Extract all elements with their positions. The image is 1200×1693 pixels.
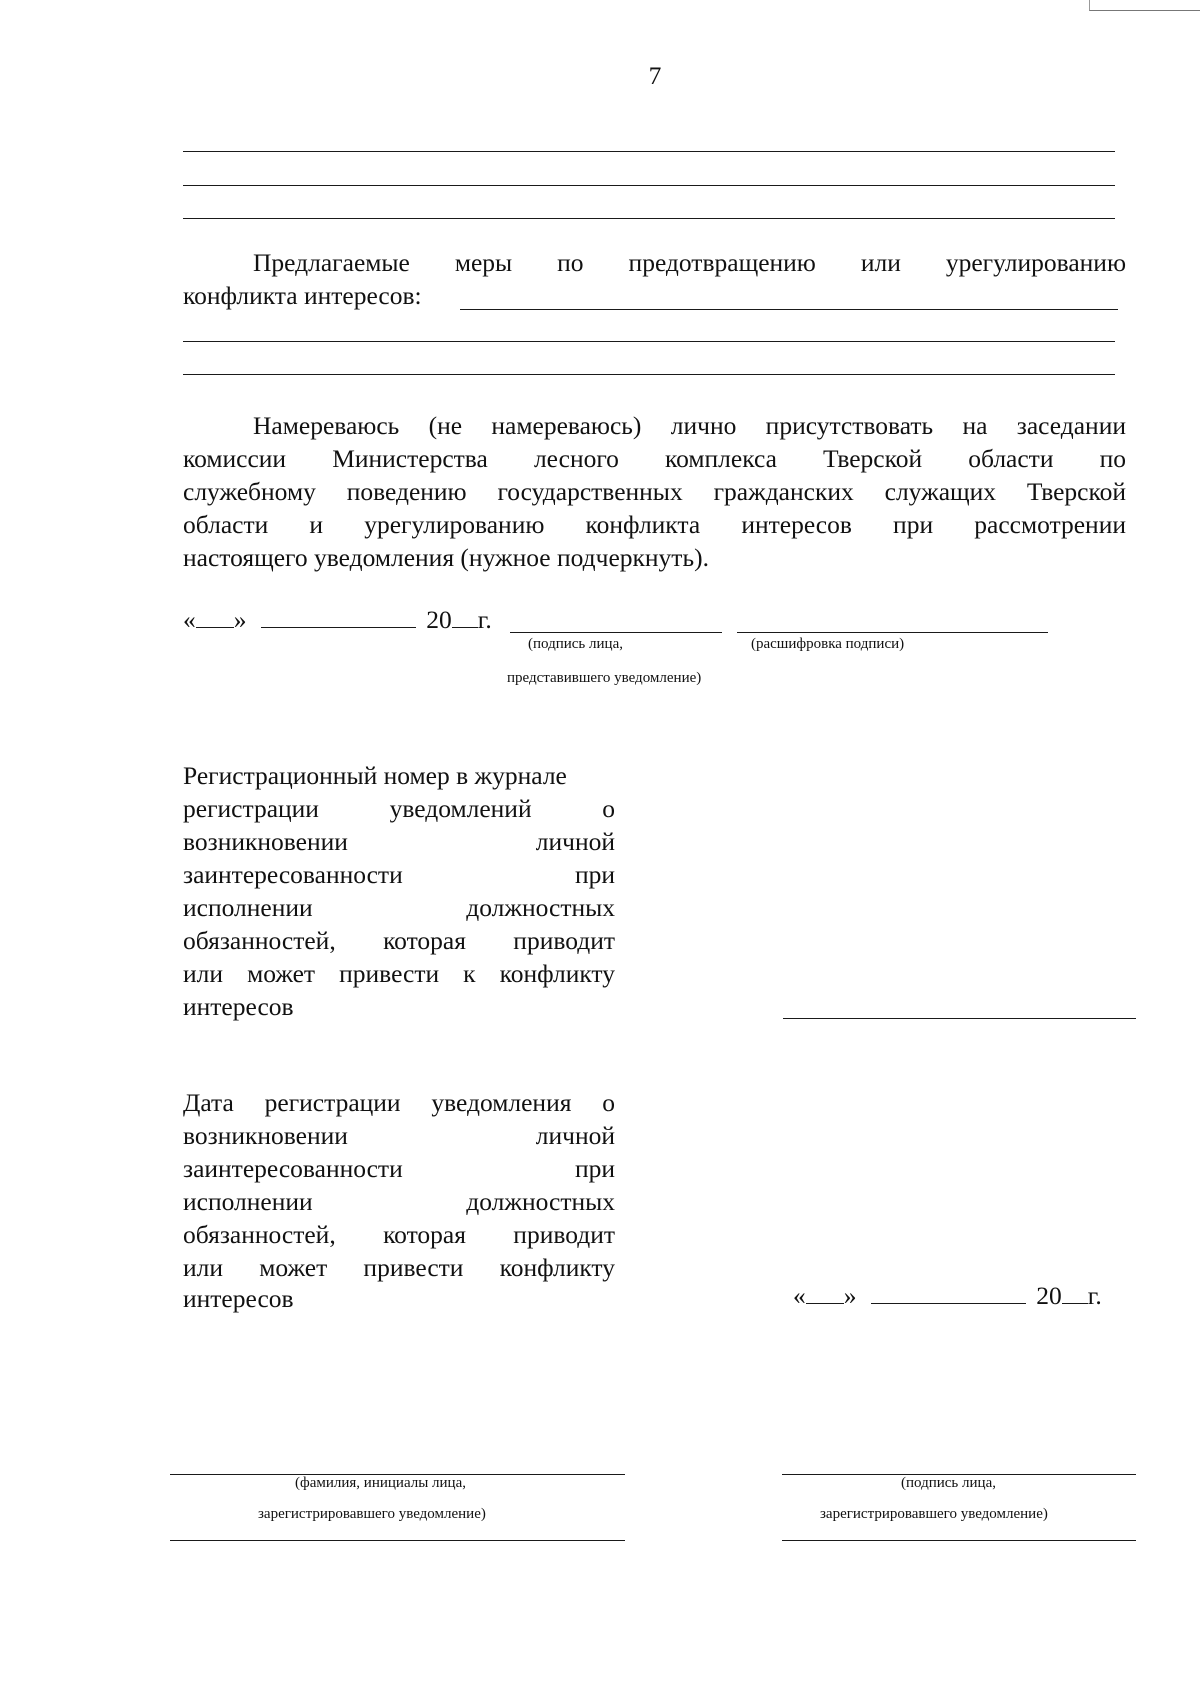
intention-line-5: настоящего уведомления (нужное подчеркнуть). — [183, 543, 709, 572]
registrar-name-caption: (фамилия, инициалы лица, — [295, 1475, 466, 1491]
registrar-name-caption-2: зарегистрировавшего уведомление) — [258, 1506, 486, 1522]
blank-line — [183, 185, 1115, 186]
reg-number-line-3: возникновении личной — [183, 827, 615, 856]
blank-line — [183, 374, 1115, 375]
year-prefix: 20 — [1036, 1281, 1062, 1310]
reg-number-line-6: обязанностей, которая приводит — [183, 926, 615, 955]
measures-lead: конфликта интересов: — [183, 281, 422, 310]
intention-line-4: области и урегулированию конфликта интересов при рассмотрении — [183, 510, 1126, 539]
page-number: 7 — [648, 61, 662, 90]
month-blank — [871, 1283, 1026, 1304]
registrar-signature-caption-2: зарегистрировавшего уведомление) — [820, 1506, 1048, 1522]
signature-line — [510, 632, 722, 633]
day-blank — [196, 607, 234, 628]
reg-number-line-1: Регистрационный номер в журнале — [183, 761, 567, 790]
year-blank — [452, 607, 478, 628]
reg-number-line-7: или может привести к конфликту — [183, 959, 615, 988]
reg-number-line-5: исполнении должностных — [183, 893, 615, 922]
close-quote: » — [843, 1281, 857, 1310]
open-quote: « — [183, 605, 196, 634]
reg-date-line-1: Дата регистрации уведомления о — [183, 1088, 615, 1117]
reg-date-line-4: исполнении должностных — [183, 1187, 615, 1216]
reg-date-line-7: интересов — [183, 1284, 294, 1313]
open-quote: « — [793, 1281, 806, 1310]
intention-line-1: Намереваюсь (не намереваюсь) лично присутствовать на заседании — [253, 411, 1126, 440]
page-corner-mark — [1089, 0, 1200, 11]
registrar-name-bottom-line — [170, 1540, 625, 1541]
registrar-signature-caption: (подпись лица, — [901, 1475, 996, 1491]
signature-caption: (подпись лица, — [528, 636, 623, 652]
year-prefix: 20 — [426, 605, 452, 634]
signature-caption-2: представившего уведомление) — [507, 670, 702, 686]
reg-date-line-2: возникновении личной — [183, 1121, 615, 1150]
intention-line-2: комиссии Министерства лесного комплекса Тверской области по — [183, 444, 1126, 473]
year-blank — [1062, 1283, 1088, 1304]
reg-date-line-5: обязанностей, которая приводит — [183, 1220, 615, 1249]
reg-number-line-2: регистрации уведомлений о — [183, 794, 615, 823]
blank-line — [183, 341, 1115, 342]
measures-intro: Предлагаемые меры по предотвращению или урегулированию — [253, 248, 1126, 277]
reg-number-line-8: интересов — [183, 992, 294, 1021]
reg-number-line-4: заинтересованности при — [183, 860, 615, 889]
intention-line-3: служебному поведению государственных гражданских служащих Тверской — [183, 477, 1126, 506]
day-blank — [806, 1283, 844, 1304]
blank-line — [183, 151, 1115, 152]
month-blank — [261, 607, 416, 628]
reg-date-line-3: заинтересованности при — [183, 1154, 615, 1183]
registrar-signature-bottom-line — [782, 1540, 1136, 1541]
blank-line — [183, 218, 1115, 219]
reg-date-row — [793, 1281, 1102, 1311]
close-quote: » — [233, 605, 247, 634]
measures-fill-line — [460, 309, 1118, 310]
reg-date-line-6: или может привести конфликту — [183, 1253, 615, 1282]
notice-date-row — [183, 605, 492, 635]
decode-line — [737, 632, 1048, 633]
decode-caption: (расшифровка подписи) — [751, 636, 905, 652]
reg-number-line — [783, 1018, 1136, 1019]
year-suffix: г. — [1087, 1281, 1102, 1310]
year-suffix: г. — [477, 605, 492, 634]
